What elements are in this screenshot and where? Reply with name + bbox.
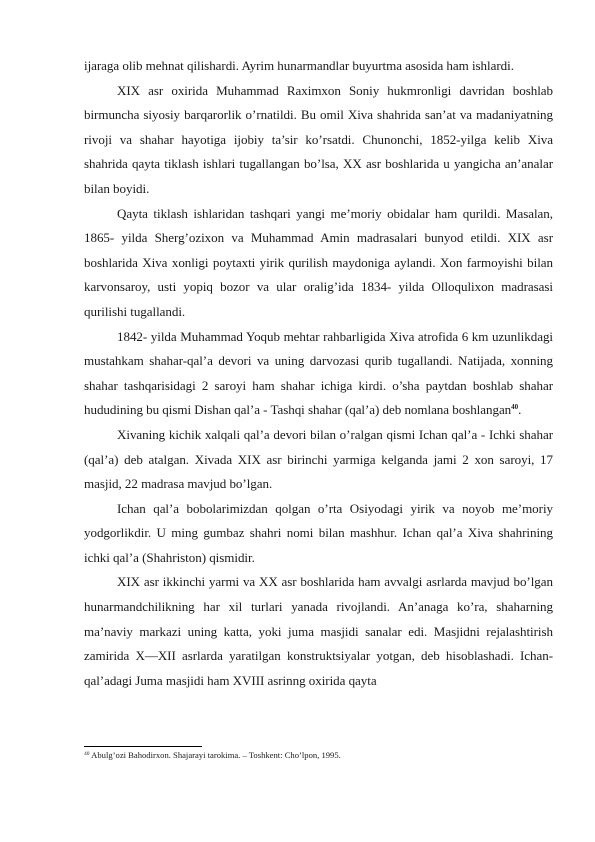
paragraph-3: Qayta tiklash ishlaridan tashqari yangi me’moriy obidalar ham qurildi. Masalan, 1865- yilda Sherg’ozixon va Muhammad Amin madrasalari bunyod etildi. XIX asr boshlarida Xiva xonligi poytaxti yirik qurilish maydoniga aylandi. Xon farmoyishi bilan karvonsaroy, usti yopiq bozor va ular oralig’ida 1834- yilda Olloqulixon madrasasi qurilishi tugallandi. (84, 205, 553, 319)
paragraph-1: ijaraga olib mehnat qilishardi. Ayrim hunarmandlar buyurtma asosida ham ishlardi. (84, 58, 514, 73)
paragraph-6: Ichan qal’a bobolarimizdan qolgan o’rta Osiyodagi yirik va noyob me’moriy yodgorlikdir. U ming gumbaz shahri nomi bilan mashhur. Ichan qal’a Xiva shahrining ichki qal’a (Shahriston) qismidir. (84, 500, 553, 565)
footnote (84, 750, 553, 761)
paragraph-2: XIX asr oxirida Muhammad Raximxon Soniy hukmronligi davridan boshlab birmuncha siyosiy barqarorlik o’rnatildi. Bu omil Xiva shahrida san’at va madaniyatning rivoji va shahar hayotiga ijobiy ta’sir ko’rsatdi. Chunonchi, 1852-yilga kelib Xiva shahrida qayta tiklash ishlari tugallangan bo’lsa, XX asr boshlarida u yangicha an’analar bilan boyidi. (84, 82, 553, 196)
paragraph-7: XIX asr ikkinchi yarmi va XX asr boshlarida ham avvalgi asrlarda mavjud bo’lgan hunarmandchilikning har xil turlari yanada rivojlandi. An’anaga ko’ra, shaharning ma’naviy markazi uning katta, yoki juma masjidi sanalar edi. Masjidni rejalashtirish zamirida X—XII asrlarda yaratilgan konstruktsiyalar yotgan, deb hisoblashadi. Ichan-qal’adagi Juma masjidi ham XVIII asrinng oxirida qayta (84, 574, 553, 688)
footnote-divider (84, 746, 202, 747)
footnote-number: 40 (84, 751, 90, 757)
paragraph-4-end: . (518, 402, 522, 418)
paragraph-5: Xivaning kichik xalqali qal’a devori bilan o’ralgan qismi Ichan qal’a - Ichki shahar (qal’a) deb atalgan. Xivada XIX asr birinchi yarmiga kelganda jami 2 xon saroyi, 17 masjid, 22 madrasa mavjud bo’lgan. (84, 426, 553, 492)
paragraph-4 (84, 325, 553, 423)
paragraph-4-text: 1842- yilda Muhammad Yoqub mehtar rahbarligida Xiva atrofida 6 km uzunlikdagi mustahkam shahar-qal’a devori va uning darvozasi qurib tugallandi. Natijada, xonning shahar tashqarisidagi 2 saroyi ham shahar ichiga kirdi. o’sha paytdan boshlab shahar hududining bu qismi Dishan qal’a - Tashqi shahar (qal’a) deb nomlana boshlangan (84, 328, 553, 418)
footnote-reference[interactable]: 40 (511, 403, 519, 412)
footnote-text: Abulg’ozi Bahodirxon. Shajarayi tarokima. – Toshkent: Cho’lpon, 1995. (89, 750, 341, 760)
document-body (84, 54, 553, 693)
